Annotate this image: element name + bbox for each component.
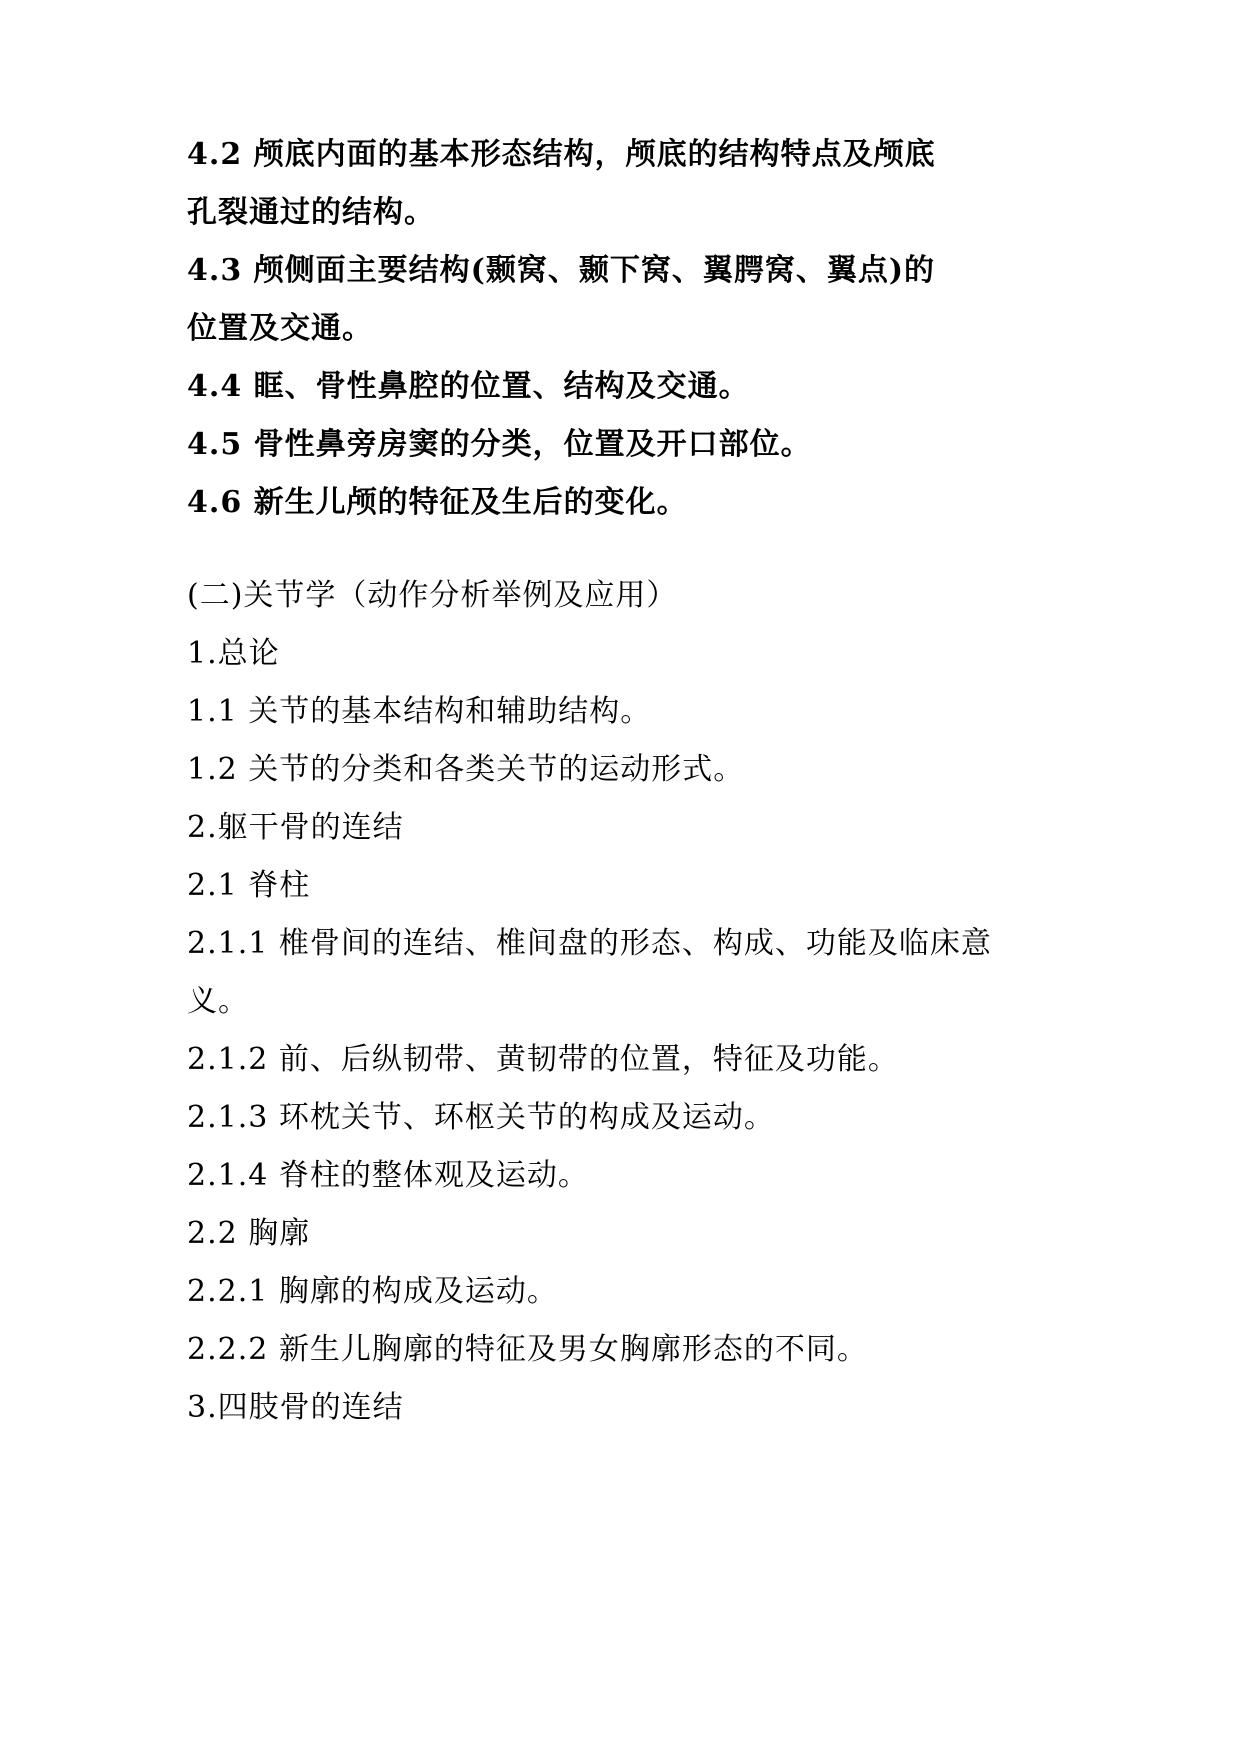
text-line-2: 2.躯干骨的连结 [187, 810, 404, 845]
text-line-4-2: 4.2 颅底内面的基本形态结构，颅底的结构特点及颅底 [187, 137, 936, 172]
text-line-4-3: 4.3 颅侧面主要结构(颞窝、颞下窝、翼腭窝、翼点)的 [187, 253, 936, 288]
text-line-4-6: 4.6 新生儿颅的特征及生后的变化。 [187, 485, 688, 520]
text-line-4-3-cont: 位置及交通。 [187, 311, 373, 346]
text-line-2-2-2: 2.2.2 新生儿胸廓的特征及男女胸廓形态的不同。 [187, 1332, 868, 1367]
text-line-2-1-4: 2.1.4 脊柱的整体观及运动。 [187, 1158, 589, 1193]
text-line-1-2: 1.2 关节的分类和各类关节的运动形式。 [187, 752, 745, 787]
text-line-4-2-cont: 孔裂通过的结构。 [187, 195, 435, 230]
text-line-1: 1.总论 [187, 636, 280, 671]
text-line-2-1: 2.1 脊柱 [187, 868, 311, 903]
text-line-2-1-2: 2.1.2 前、后纵韧带、黄韧带的位置，特征及功能。 [187, 1042, 899, 1077]
text-line-3: 3.四肢骨的连结 [187, 1390, 404, 1425]
text-line-2-2: 2.2 胸廓 [187, 1216, 311, 1251]
text-line-2-1-1-cont: 义。 [187, 984, 249, 1019]
text-line-2-1-3: 2.1.3 环枕关节、环枢关节的构成及运动。 [187, 1100, 775, 1135]
text-line-4-5: 4.5 骨性鼻旁房窦的分类，位置及开口部位。 [187, 427, 812, 462]
text-line-4-4: 4.4 眶、骨性鼻腔的位置、结构及交通。 [187, 369, 750, 404]
text-line-1-1: 1.1 关节的基本结构和辅助结构。 [187, 694, 652, 729]
text-line-2-1-1: 2.1.1 椎骨间的连结、椎间盘的形态、构成、功能及临床意 [187, 926, 992, 961]
text-line-2-2-1: 2.2.1 胸廓的构成及运动。 [187, 1274, 558, 1309]
section-heading: (二)关节学（动作分析举例及应用） [187, 578, 678, 613]
